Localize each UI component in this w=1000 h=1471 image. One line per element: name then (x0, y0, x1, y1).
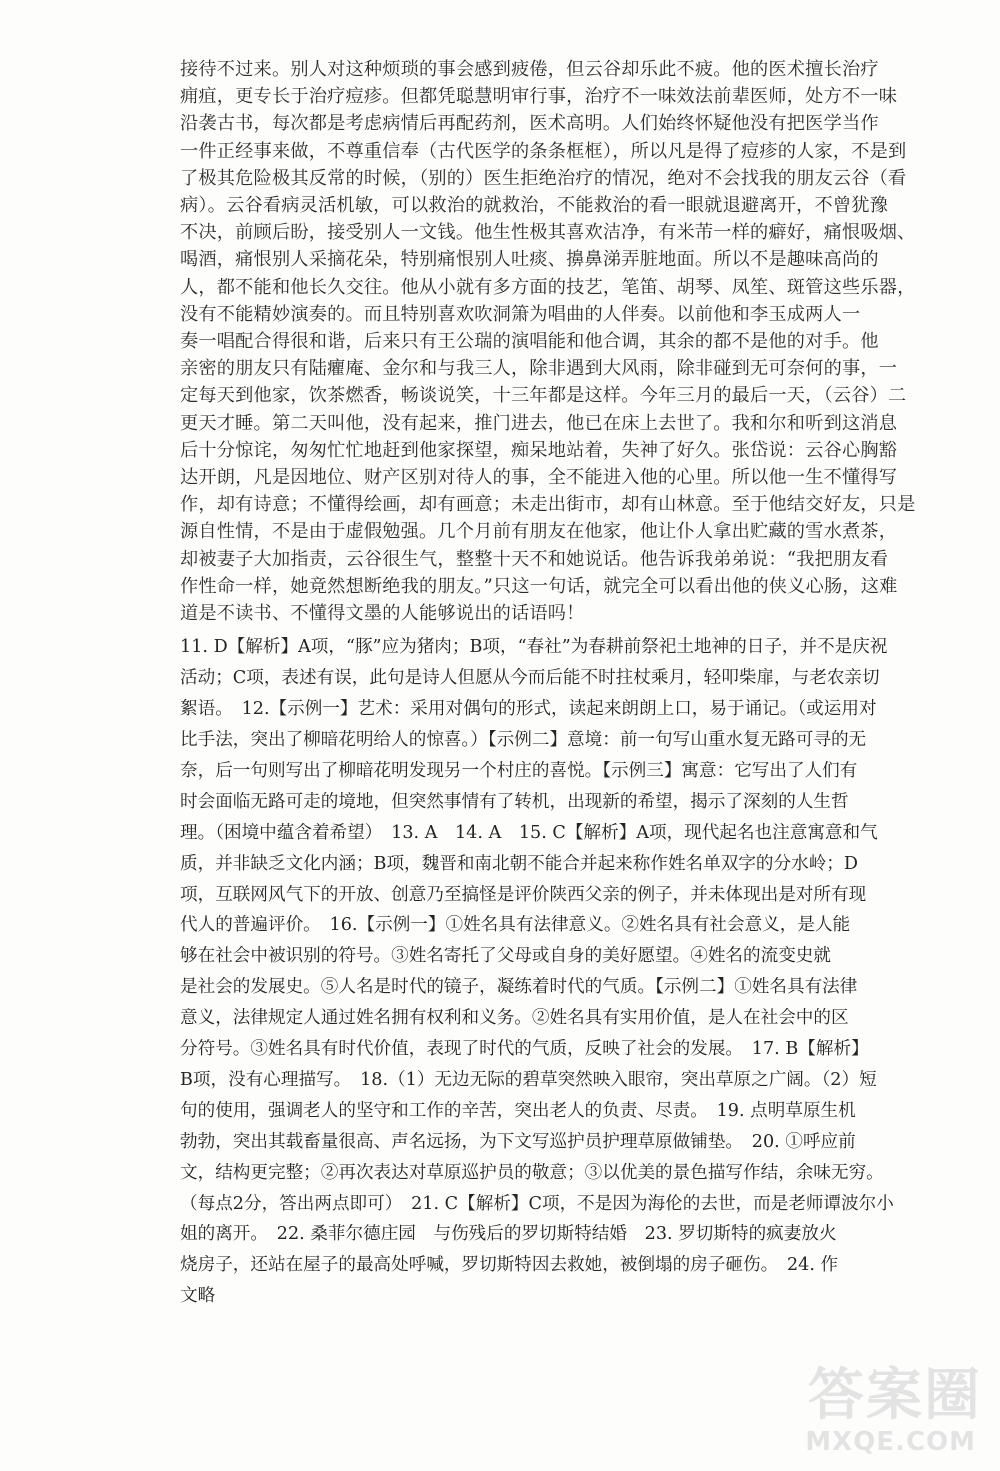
passage-line: 更天才睡。第二天叫他，没有起来，推门进去，他已在床上去世了。我和尔和听到这消息 (180, 412, 898, 434)
passage-line: 后十分惊诧，匆匆忙忙地赶到他家探望，痴呆地站着，失神了好久。张岱说：云谷心胸豁 (180, 439, 898, 461)
passage-line: 喝酒，痛恨别人采摘花朵，特别痛恨别人吐痰、擤鼻涕弄脏地面。所以不是趣味高尚的 (180, 249, 879, 271)
answer-line: 勃勃，突出其载畜量很高、声名远扬，为下文写巡护员护理草原做铺垫。 20. ①呼应前 (180, 1131, 856, 1152)
translation-passage (180, 56, 916, 627)
answer-line: 时会面临无路可走的境地，但突然事情有了转机，出现新的希望，揭示了深刻的人生哲 (180, 791, 849, 812)
answer-line: （每点2分，答出两点即可） 21. C【解析】C项，不是因为海伦的去世，而是老师谭波尔小 (180, 1193, 894, 1214)
passage-line: 作，却有诗意；不懂得绘画，却有画意；未走出街市，却有山林意。至于他结交好友，只是 (180, 494, 916, 516)
page-content (180, 56, 916, 1312)
passage-line: 沿袭古书，每次都是考虑病情后再配药剂，医术高明。人们始终怀疑他没有把医学当作 (180, 113, 879, 135)
answer-line: 项，互联网风气下的开放、创意乃至搞怪是评价陕西父亲的例子，并未体现出是对所有现 (180, 884, 867, 905)
watermark-logo: 答案圈 (808, 1363, 982, 1428)
answer-line: 理。（困境中蕴含着希望） 13. A 14. A 15. C【解析】A项，现代起名也注意寓意和气 (180, 822, 878, 843)
answer-line: 姐的离开。 22. 桑菲尔德庄园 与伤残后的罗切斯特结婚 23. 罗切斯特的疯妻放火 (180, 1224, 837, 1245)
answer-line: 文，结构更完整；②再次表达对草原巡护员的敬意；③以优美的景色描写作结，余味无穷。 (180, 1162, 884, 1183)
answer-key (180, 632, 894, 1312)
answer-line: 是社会的发展史。⑤人名是时代的镜子，凝练着时代的气质。【示例二】①姓名具有法律 (180, 977, 858, 998)
passage-line: 达开朗，凡是因地位、财产区别对待人的事，全不能进入他的心里。所以他一生不懂得写 (180, 467, 898, 489)
passage-line: 亲密的朋友只有陆癯庵、金尔和与我三人，除非遇到大风雨，除非碰到无可奈何的事，一 (180, 358, 898, 380)
watermark-site: MXQE.COM (805, 1427, 976, 1457)
answer-line: 句的使用，强调老人的坚守和工作的辛苦，突出老人的负责、尽责。 19. 点明草原生机 (180, 1100, 856, 1121)
passage-line: 一件正经事来做，不尊重信奉（古代医学的条条框框），所以凡是得了痘疹的人家，不是到 (180, 140, 907, 162)
passage-line: 了极其危险极其反常的时候，（别的）医生拒绝治疗的情况，绝对不会找我的朋友云谷（看 (180, 167, 907, 189)
answer-line: 11. D【解析】A项，“豚”应为猪肉；B项，“春社”为春耕前祭祀土地神的日子，并不是庆祝 (180, 637, 888, 658)
passage-line: 定每天到他家，饮茶燃香，畅谈说笑，十三年都是这样。今年三月的最后一天，（云谷）二 (180, 385, 907, 407)
answer-line: 代人的普遍评价。 16.【示例一】①姓名具有法律意义。②姓名具有社会意义，是人能 (180, 915, 851, 936)
passage-line: 道是不读书、不懂得文墨的人能够说出的话语吗！ (180, 603, 585, 625)
answer-line: 活动；C项，表述有误，此句是诗人但愿从今而后能不时拄杖乘月，轻叩柴扉，与老农亲切 (180, 668, 880, 689)
answer-line: 奈，后一句则写出了柳暗花明发现另一个村庄的喜悦。【示例三】寓意：它写出了人们有 (180, 760, 858, 781)
passage-line: 没有不能精妙演奏的。而且特别喜欢吹洞箫为唱曲的人伴奏。以前他和李玉成两人一 (180, 303, 861, 325)
passage-line: 人，都不能和他长久交往。他从小就有多方面的技艺，笔笛、胡琴、凤笙、斑管这些乐器， (180, 276, 916, 298)
answer-line: 意义，法律规定人通过姓名拥有权利和义务。②姓名具有实用价值，是人在社会中的区 (180, 1008, 849, 1029)
answer-line: 絮语。 12.【示例一】艺术：采用对偶句的形式，读起来朗朗上口，易于诵记。（或运用对 (180, 699, 877, 720)
passage-line: 源自性情，不是由于虚假勉强。几个月前有朋友在他家，他让仆人拿出贮藏的雪水煮茶， (180, 521, 898, 543)
answer-line: 分符号。③姓名具有时代价值，表现了时代的气质，反映了社会的发展。 17. B【解析】 (180, 1039, 869, 1060)
passage-line: 不决，前顾后盼，接受别人一文钱。他生性极其喜欢洁净，有米芾一样的癖好，痛恨吸烟、 (180, 222, 916, 244)
passage-line: 奏一唱配合得很和谐，后来只有王公瑞的演唱能和他合调，其余的都不是他的对手。他 (180, 331, 879, 353)
answer-line: 文略 (180, 1286, 216, 1307)
watermark (782, 1351, 982, 1461)
passage-line: 作性命一样，她竟然想断绝我的朋友。”只这一句话，就完全可以看出他的侠义心肠，这难 (180, 575, 898, 597)
answer-line: 烧房子，还站在屋子的最高处呼喊，罗切斯特因去救她，被倒塌的房子砸伤。 24. 作 (180, 1255, 839, 1276)
answer-line: B项，没有心理描写。 18.（1）无边无际的碧草突然映入眼帘，突出草原之广阔。（2）短 (180, 1069, 877, 1090)
passage-line: 接待不过来。别人对这种烦琐的事会感到疲倦，但云谷却乐此不疲。他的医术擅长治疗 (180, 59, 879, 80)
answer-line: 质，并非缺乏文化内涵；B项，魏晋和南北朝不能合并起来称作姓名单双字的分水岭；D (180, 853, 859, 874)
answer-line: 够在社会中被识别的符号。③姓名寄托了父母或自身的美好愿望。④姓名的流变史就 (180, 946, 831, 967)
passage-line: 却被妻子大加指责，云谷很生气，整整十天不和她说话。他告诉我弟弟说：“我把朋友看 (180, 548, 889, 570)
passage-line: 病）。云谷看病灵活机敏，可以救治的就救治，不能救治的看一眼就退避离开，不曾犹豫 (180, 195, 889, 217)
answer-line: 比手法，突出了柳暗花明给人的惊喜。）【示例二】意境：前一句写山重水复无路可寻的无 (180, 729, 867, 750)
passage-line: 痈疽，更专长于治疗痘疹。但都凭聪慧明审行事，治疗不一味效法前辈医师，处方不一味 (180, 86, 898, 108)
